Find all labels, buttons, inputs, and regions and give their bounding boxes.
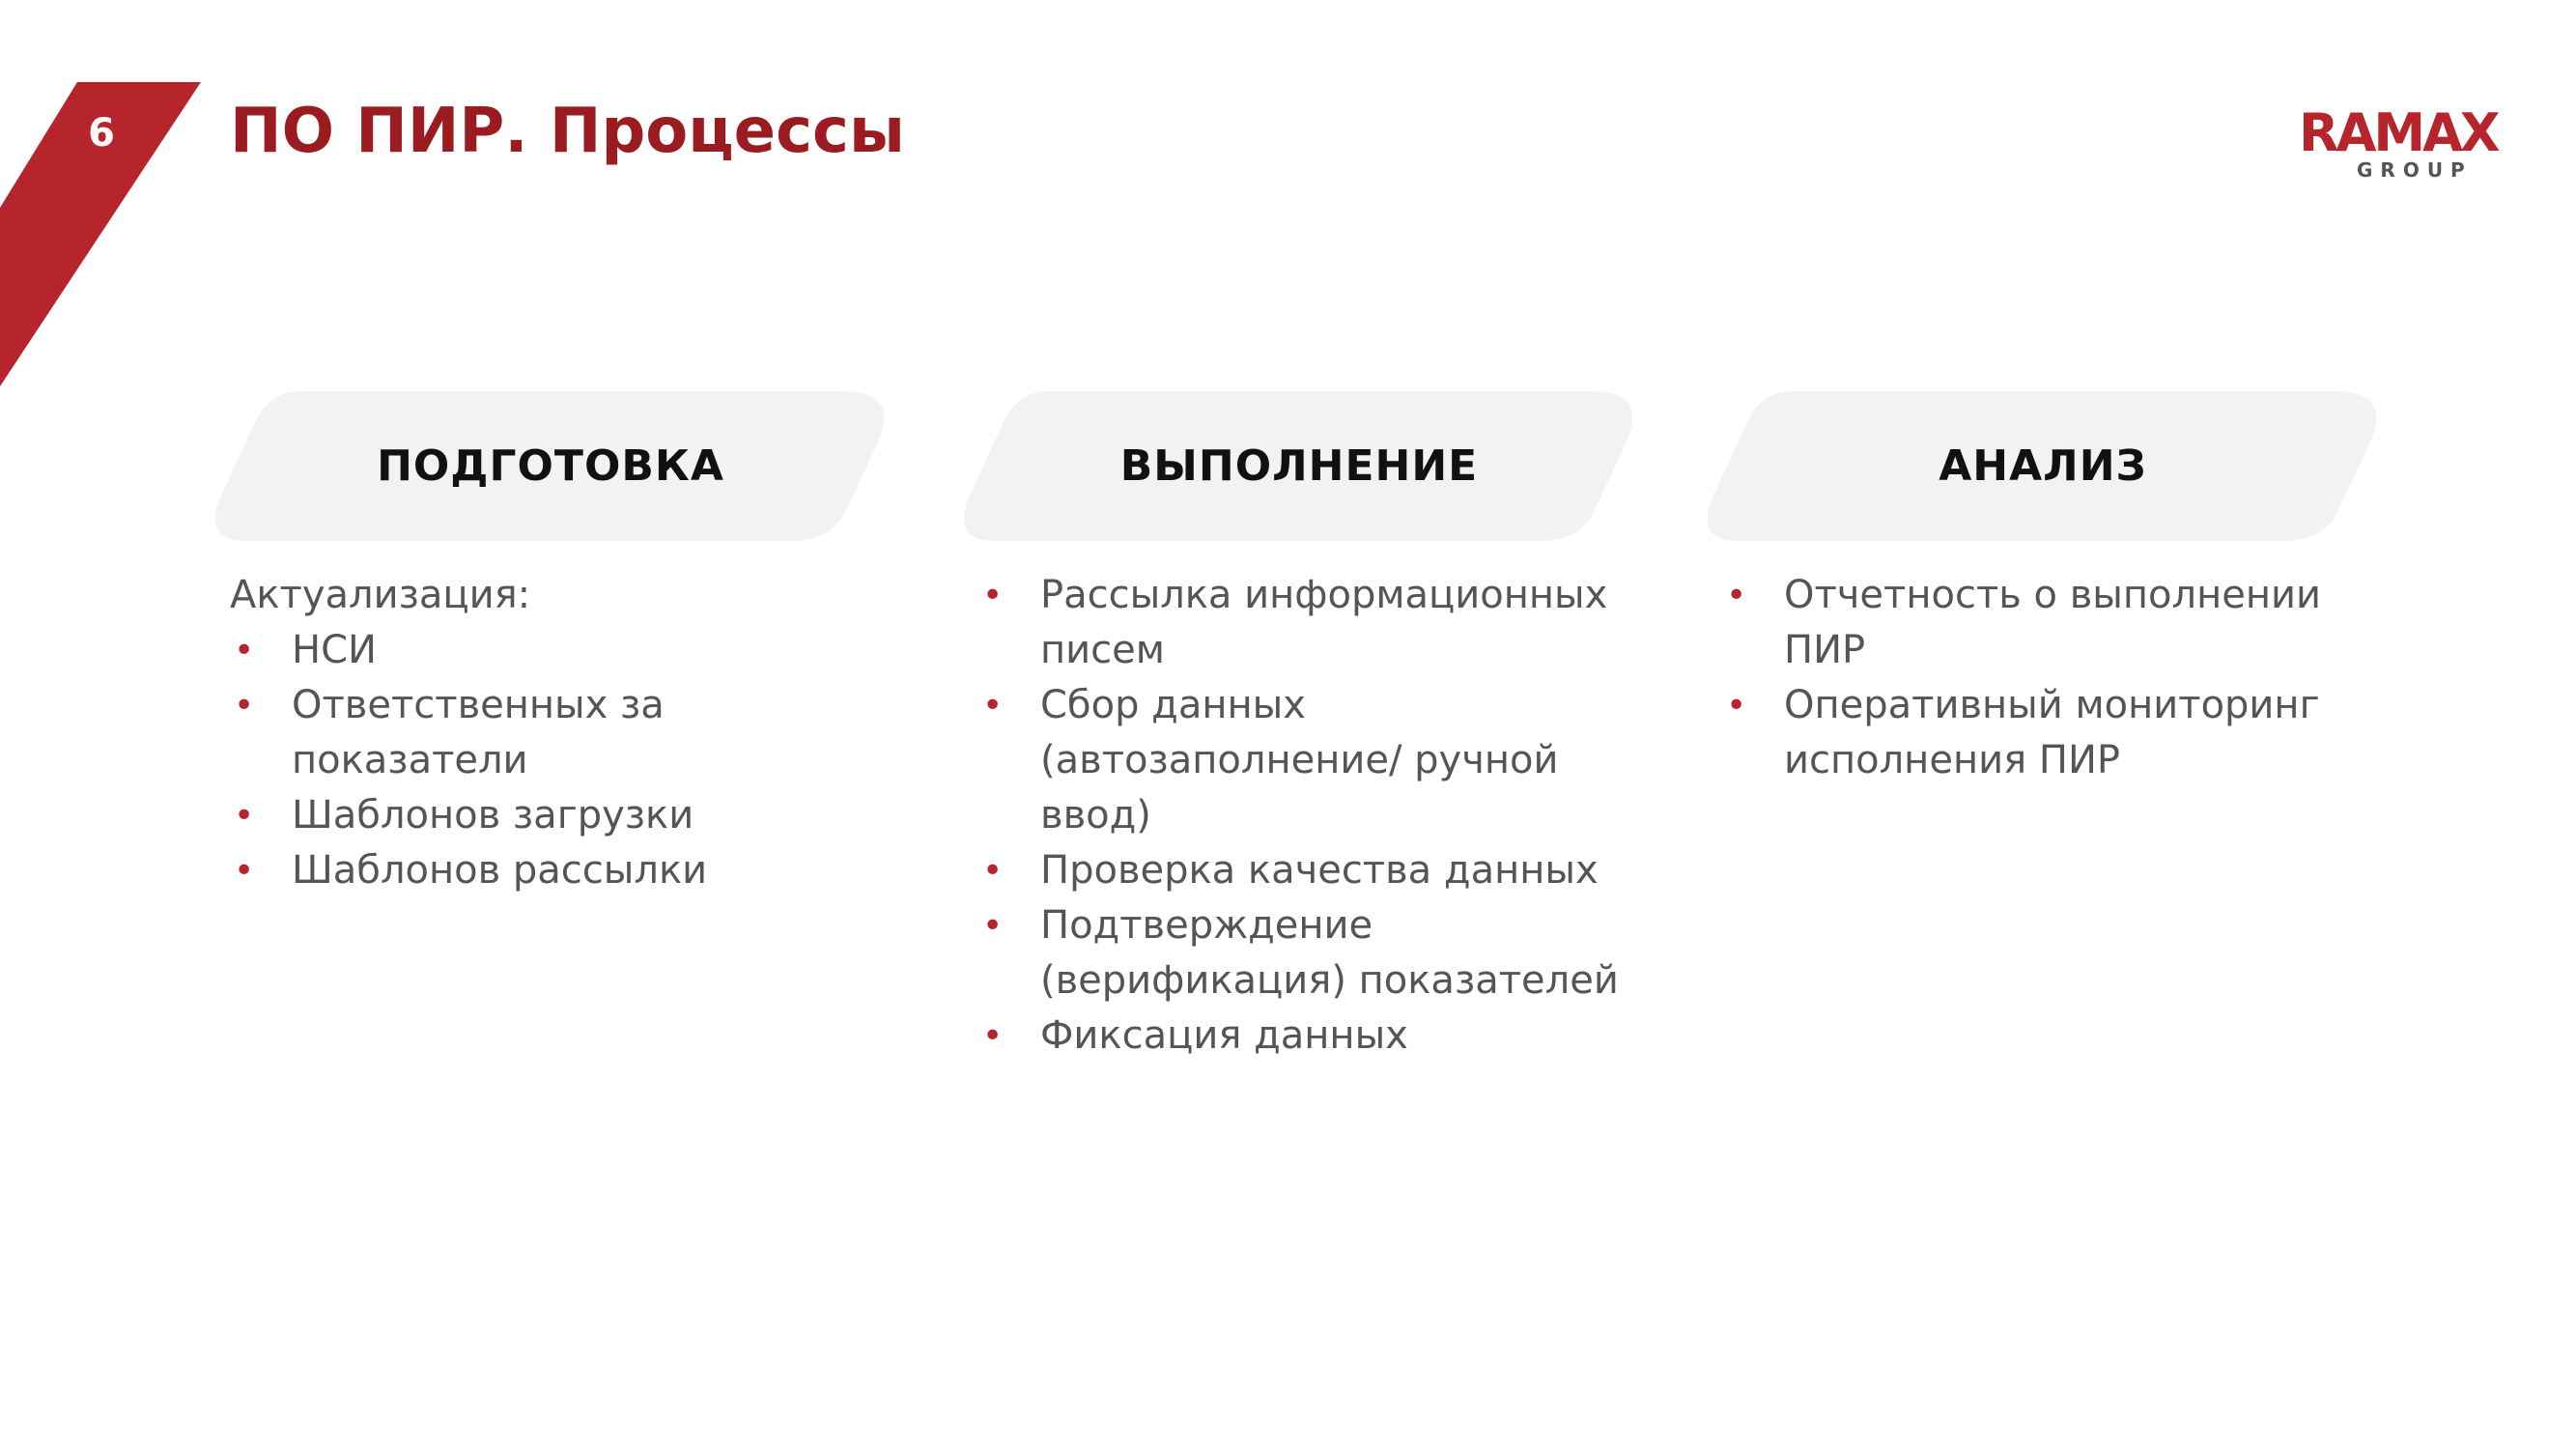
logo-sub-text: GROUP	[2357, 158, 2473, 182]
corner-banner	[0, 0, 212, 396]
column-header-analysis	[1695, 391, 2391, 541]
bullet-icon: •	[982, 576, 1004, 615]
list-item	[978, 843, 1647, 898]
list-item	[1722, 678, 2391, 788]
list-item	[230, 623, 898, 678]
bullet-list	[978, 568, 1647, 1064]
list-item	[978, 1009, 1647, 1064]
list-item-text: Шаблонов рассылки	[292, 848, 708, 893]
list-item	[978, 898, 1647, 1009]
column-analysis	[1695, 391, 2391, 788]
list-item	[1722, 568, 2391, 678]
ramax-logo	[2299, 102, 2498, 191]
list-item	[978, 568, 1647, 678]
bullet-icon: •	[1726, 576, 1747, 615]
list-item-text: Сбор данных (автозаполнение/ ручной ввод)	[1040, 683, 1559, 838]
list-item-text: Рассылка информационных писем	[1040, 573, 1608, 672]
column-header-preparation	[203, 391, 898, 541]
list-item	[230, 788, 898, 843]
column-header-label: ПОДГОТОВКА	[377, 441, 724, 491]
column-preparation	[203, 391, 898, 898]
list-item-text: Оперативный мониторинг исполнения ПИР	[1784, 683, 2320, 782]
bullet-icon: •	[982, 1016, 1004, 1056]
list-item	[230, 843, 898, 898]
column-content	[203, 568, 898, 898]
list-item-text: Подтверждение (верификация) показателей	[1040, 903, 1619, 1003]
column-header-label: АНАЛИЗ	[1939, 441, 2147, 491]
bullet-icon: •	[234, 631, 255, 670]
bullet-list	[1722, 568, 2391, 788]
list-item-text: Фиксация данных	[1040, 1013, 1408, 1058]
column-execution	[951, 391, 1647, 1064]
list-item-text: Проверка качества данных	[1040, 848, 1599, 893]
list-item-text: Шаблонов загрузки	[292, 793, 694, 838]
list-item-text: Ответственных за показатели	[292, 683, 665, 782]
list-item-text: Отчетность о выполнении ПИР	[1784, 573, 2321, 672]
column-content	[951, 568, 1647, 1064]
bullet-icon: •	[982, 906, 1004, 946]
list-item	[230, 678, 898, 788]
column-content	[1695, 568, 2391, 788]
bullet-icon: •	[234, 796, 255, 836]
bullet-icon: •	[234, 851, 255, 891]
bullet-icon: •	[1726, 686, 1747, 725]
list-item	[978, 678, 1647, 843]
column-intro: Актуализация:	[230, 573, 531, 617]
page-title: ПО ПИР. Процессы	[230, 96, 905, 167]
logo-main-text: RAMAX	[2299, 102, 2498, 163]
column-header-execution	[951, 391, 1647, 541]
column-header-label: ВЫПОЛНЕНИЕ	[1119, 441, 1479, 491]
bullet-icon: •	[234, 686, 255, 725]
bullet-icon: •	[982, 686, 1004, 725]
bullet-list	[230, 623, 898, 898]
list-item-text: НСИ	[292, 628, 377, 672]
bullet-icon: •	[982, 851, 1004, 891]
slide-number: 6	[88, 111, 115, 156]
